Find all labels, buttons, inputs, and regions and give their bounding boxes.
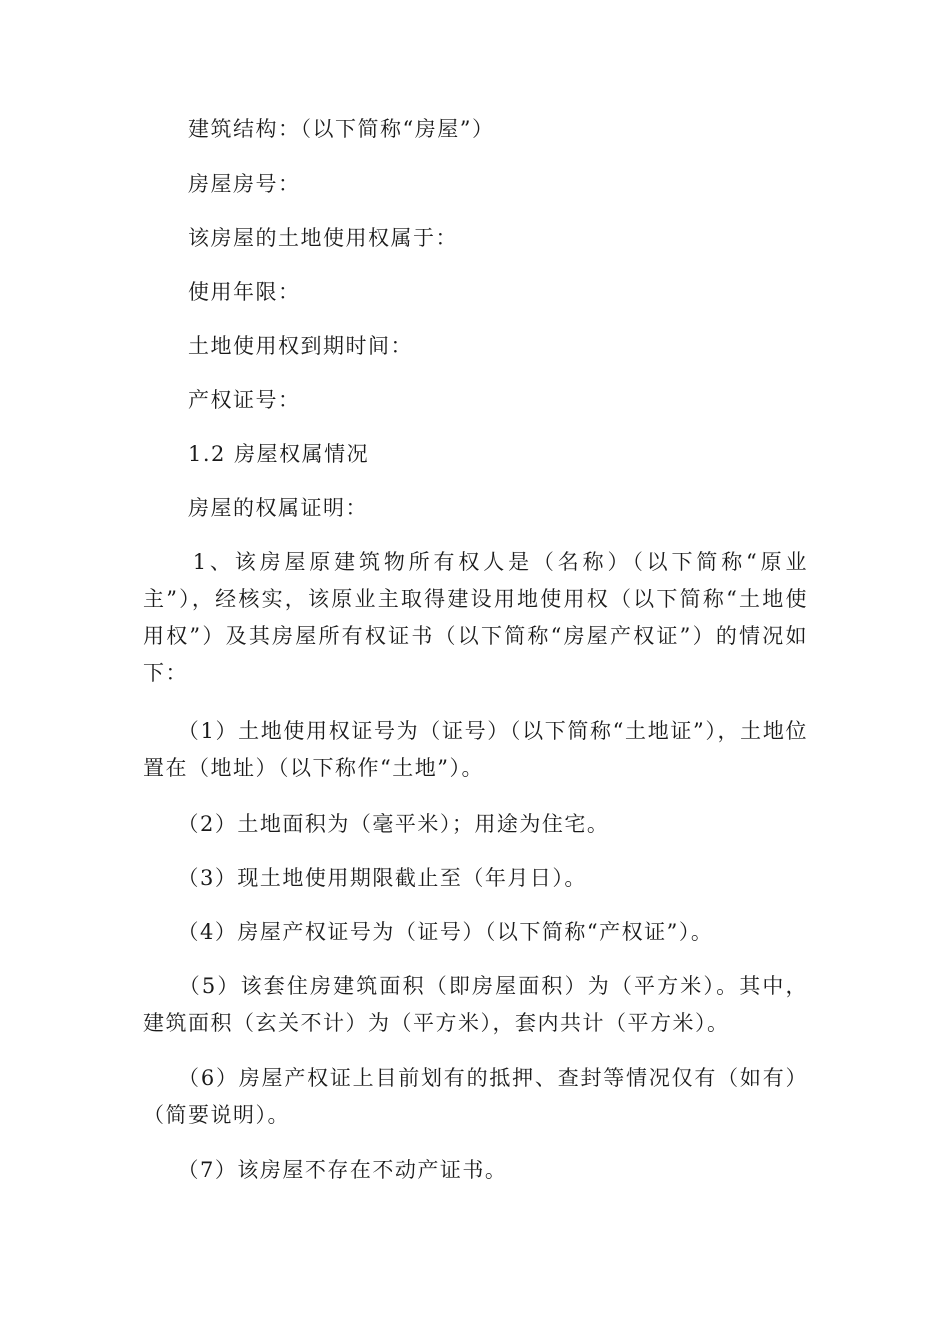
list-item-5: （5）该套住房建筑面积（即房屋面积）为（平方米）。其中，建筑面积（玄关不计）为（平方米），套内共计（平方米）。: [143, 974, 808, 1035]
paragraph-ownership-proof: 房屋的权属证明：: [143, 496, 368, 520]
paragraph-title-deed-number: 产权证号：: [143, 388, 301, 412]
paragraph-building-structure: 建筑结构：（以下简称“房屋”）: [143, 117, 495, 141]
paragraph-original-owner: 1、该房屋原建筑物所有权人是（名称）（以下简称“原业主”），经核实，该原业主取得建设用地使用权（以下简称“土地使用权”）及其房屋所有权证书（以下简称“房屋产权证”）的情况如下：: [143, 550, 808, 685]
list-item-7: （7）该房屋不存在不动产证书。: [143, 1158, 508, 1182]
list-item-3: （3）现土地使用期限截止至（年月日）。: [143, 866, 587, 890]
paragraph-land-right-expiry: 土地使用权到期时间：: [143, 334, 413, 358]
paragraph-land-use-right-owner: 该房屋的土地使用权属于：: [143, 226, 458, 250]
paragraph-usage-term: 使用年限：: [143, 280, 301, 304]
section-heading-ownership: 1.2 房屋权属情况: [143, 442, 370, 466]
list-item-2: （2）土地面积为（毫平米）；用途为住宅。: [143, 812, 610, 836]
paragraph-room-number: 房屋房号：: [143, 172, 301, 196]
list-item-4: （4）房屋产权证号为（证号）（以下简称“产权证”）。: [143, 920, 714, 944]
list-item-6: （6）房屋产权证上目前划有的抵押、查封等情况仅有（如有）（简要说明）。: [143, 1066, 808, 1127]
list-item-1: （1）土地使用权证号为（证号）（以下简称“土地证”），土地位置在（地址）（以下称作“土地”）。: [143, 719, 808, 780]
